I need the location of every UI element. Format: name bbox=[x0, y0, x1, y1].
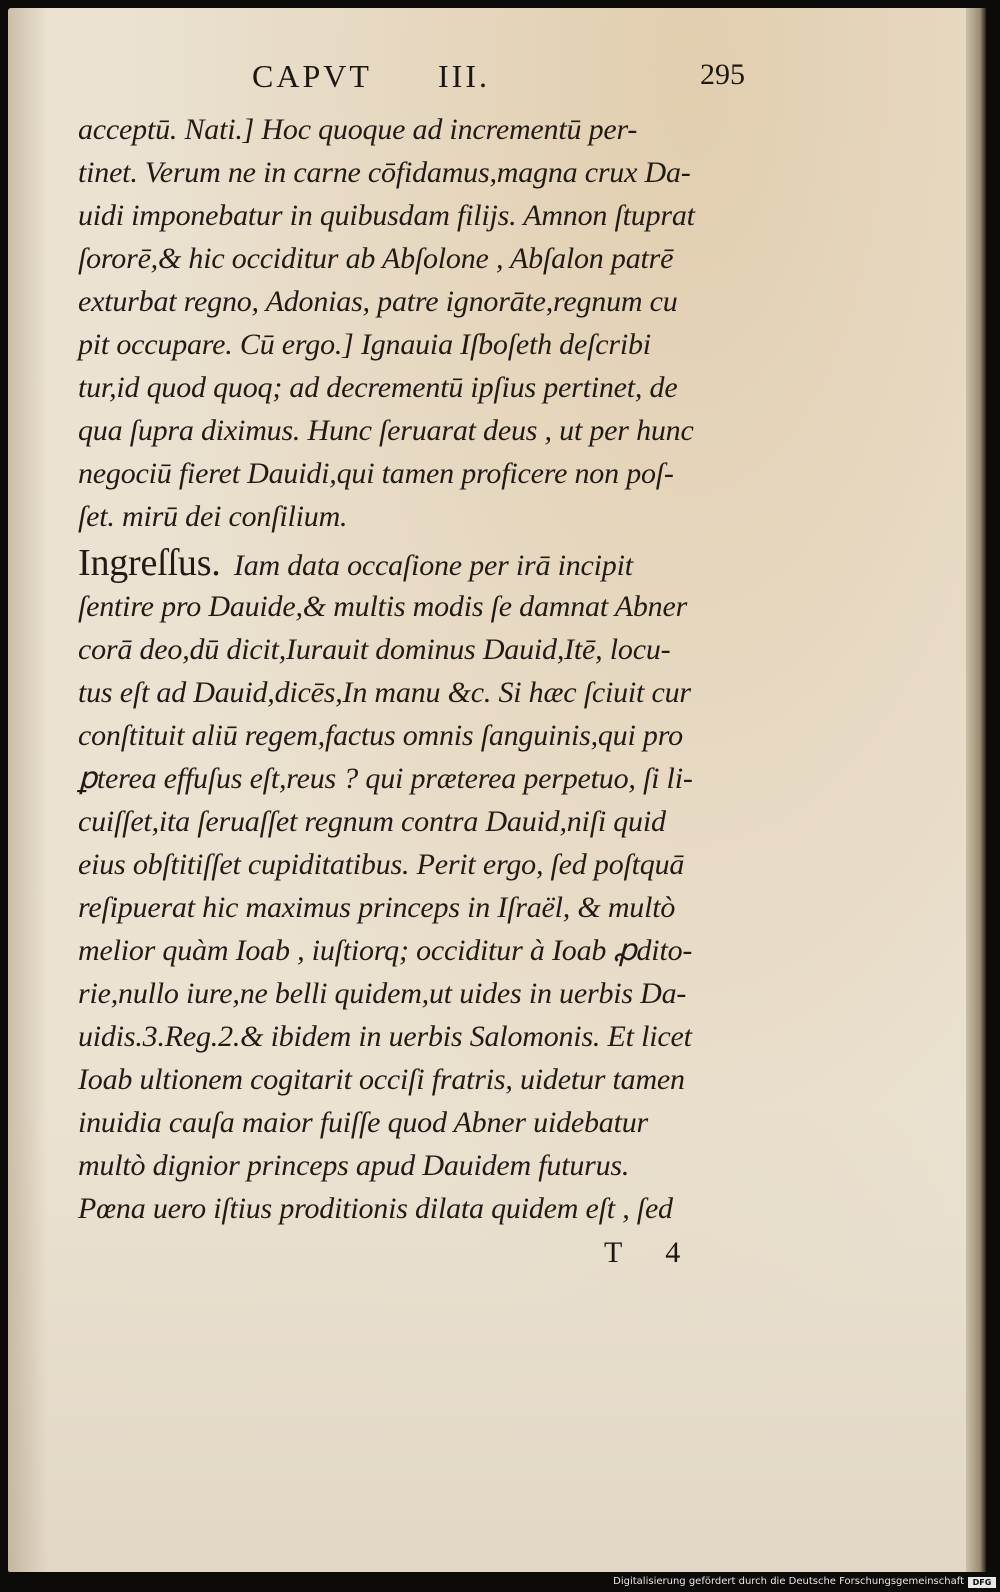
running-head bbox=[252, 58, 712, 98]
text-line: multò dignior princeps apud Dauidem futurus. bbox=[78, 1149, 630, 1182]
footer-credit: Digitalisierung gefördert durch die Deutsche Forschungsgemeinschaft bbox=[613, 1576, 964, 1587]
dfg-logo: DFG bbox=[968, 1577, 996, 1588]
text-line: ſentire pro Dauide,& multis modis ſe damnat Abner bbox=[78, 590, 688, 623]
text-line: tus eſt ad Dauid,dicēs,In manu &c. Si hæc ſciuit cur bbox=[78, 676, 691, 709]
text-line: melior quàm Ioab , iuſtiorq; occiditur à Ioab ꝓdito- bbox=[78, 934, 693, 967]
text-line: qua ſupra diximus. Hunc ſeruarat deus , ut per hunc bbox=[78, 414, 694, 447]
text-line: exturbat regno, Adonias, patre ignorāte,regnum cu bbox=[78, 285, 678, 318]
text-line: uidi imponebatur in quibusdam filijs. Amnon ſtuprat bbox=[78, 199, 695, 232]
text-line: rie,nullo iure,ne belli quidem,ut uides in uerbis Da- bbox=[78, 977, 687, 1010]
text-line: negociū fieret Dauidi,qui tamen proficere non poſ- bbox=[78, 457, 674, 490]
text-line: eius obſtitiſſet cupiditatibus. Perit ergo, ſed poſtquā bbox=[78, 848, 685, 881]
footer-bar bbox=[0, 1574, 1000, 1592]
paragraph-first-line: Iam data occaſione per irā incipit bbox=[233, 549, 633, 582]
body-text bbox=[78, 108, 768, 1230]
text-line: corā deo,dū dicit,Iurauit dominus Dauid,Itē, locu- bbox=[78, 633, 671, 666]
text-line: conſtituit aliū regem,factus omnis ſanguinis,qui pro bbox=[78, 719, 683, 752]
text-line: tur,id quod quoq; ad decrementū ipſius pertinet, de bbox=[78, 371, 678, 404]
text-line: ꝑterea effuſus eſt,reus ? qui præterea perpetuo, ſi li- bbox=[78, 762, 693, 795]
text-line: inuidia cauſa maior fuiſſe quod Abner uidebatur bbox=[78, 1106, 649, 1139]
text-line: uidis.3.Reg.2.& ibidem in uerbis Salomonis. Et licet bbox=[78, 1020, 692, 1053]
text-line: Ioab ultionem cogitarit occiſi fratris, uidetur tamen bbox=[78, 1063, 685, 1096]
text-line: Pœna uero iſtius proditionis dilata quidem eſt , ſed bbox=[78, 1192, 673, 1225]
text-line: tinet. Verum ne in carne cōfidamus,magna crux Da- bbox=[78, 156, 691, 189]
page-edge bbox=[966, 8, 986, 1572]
paragraph-opening-line bbox=[78, 542, 768, 585]
page-number: 295 bbox=[700, 58, 745, 91]
text-line: reſipuerat hic maximus princeps in Iſraël, & multò bbox=[78, 891, 676, 924]
text-line: pit occupare. Cū ergo.] Ignauia Iſboſeth deſcribi bbox=[78, 328, 651, 361]
running-head-chapter: III. bbox=[438, 58, 490, 94]
paragraph-lead-word: Ingreſſus. bbox=[78, 542, 221, 584]
text-line: ſororē,& hic occiditur ab Abſolone , Abſalon patrē bbox=[78, 242, 674, 275]
running-head-title: CAPVT bbox=[252, 58, 372, 94]
signature-mark: T 4 bbox=[604, 1236, 699, 1269]
text-line: cuiſſet,ita ſeruaſſet regnum contra Dauid,niſi quid bbox=[78, 805, 666, 838]
text-line: ſet. mirū dei conſilium. bbox=[78, 500, 348, 533]
text-line: acceptū. Nati.] Hoc quoque ad incrementū per- bbox=[78, 113, 638, 146]
